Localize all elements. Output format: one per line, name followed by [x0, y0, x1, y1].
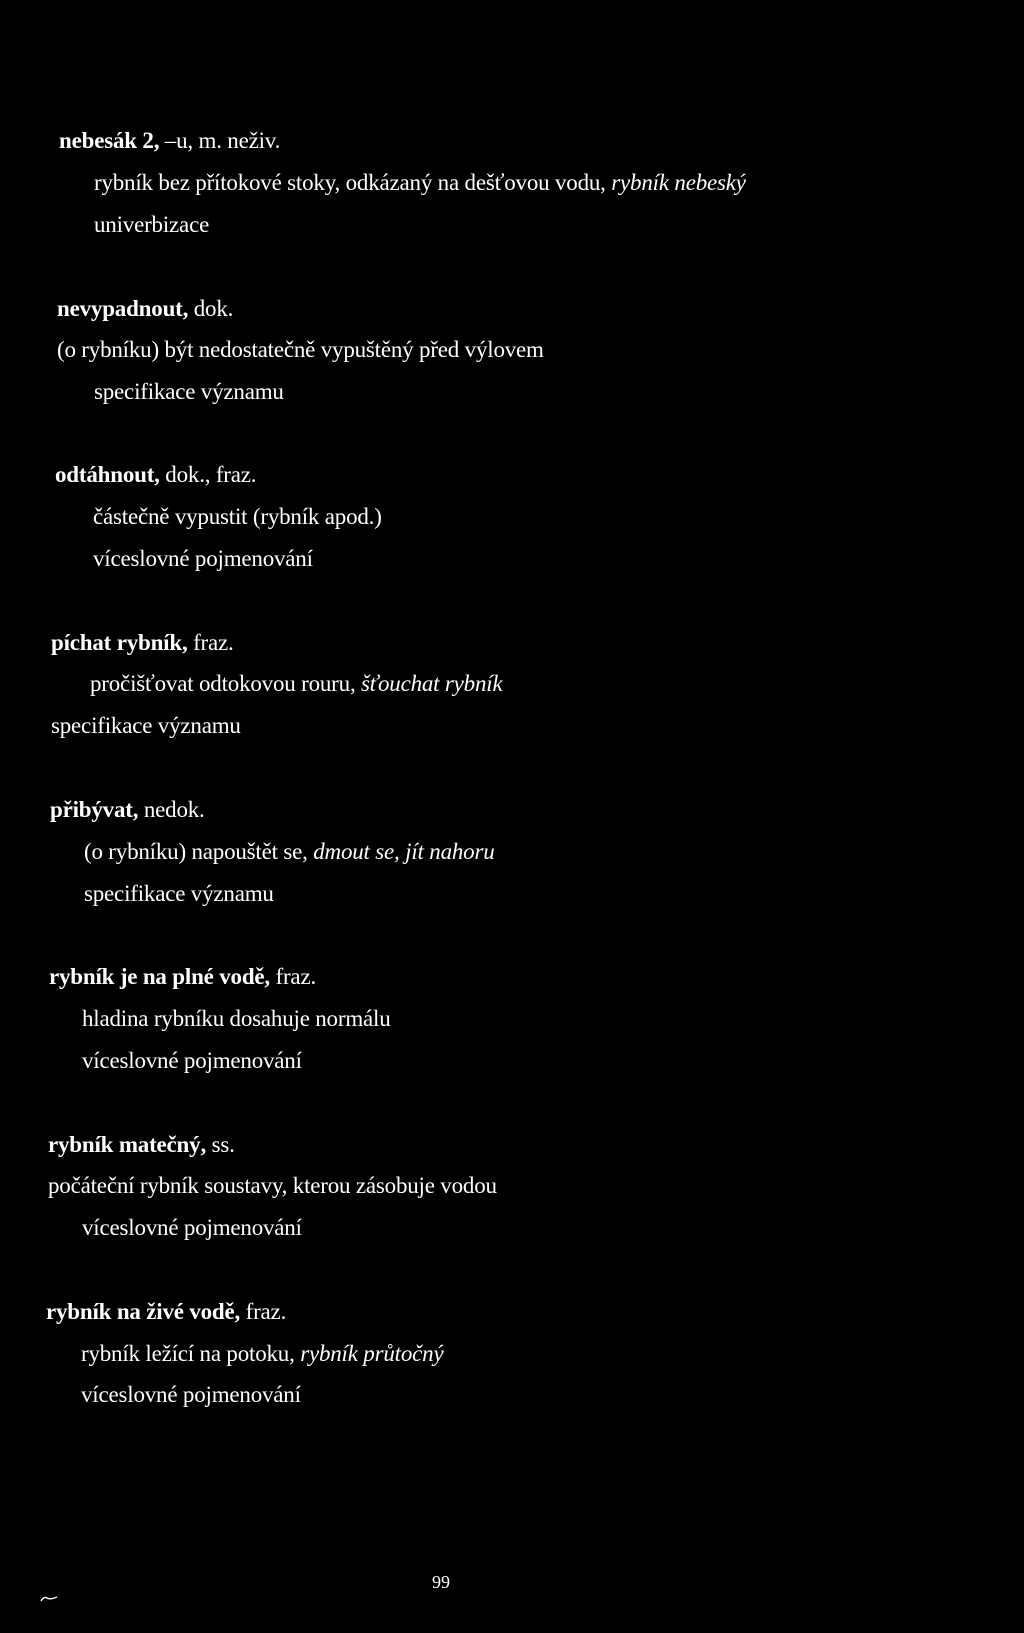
headword: píchat rybník, [51, 630, 188, 655]
grammar-info: dok., fraz. [159, 462, 257, 487]
entry-definition [94, 169, 746, 197]
definition-text: pročišťovat odtokovou rouru, [90, 671, 362, 696]
grammar-info: nedok. [138, 797, 205, 822]
grammar-info: fraz. [187, 630, 234, 655]
entry-definition [82, 1005, 391, 1033]
headword: rybník je na plné vodě, [49, 964, 270, 989]
entry-category: víceslovné pojmenování [82, 1048, 302, 1073]
entry-headline [50, 796, 205, 824]
grammar-info: –u, m. neživ. [159, 128, 281, 153]
definition-text: počáteční rybník soustavy, kterou zásobuje vodou [48, 1173, 497, 1198]
headword: nebesák 2, [59, 128, 160, 153]
definition-text: částečně vypustit (rybník apod.) [93, 504, 382, 529]
entry-headline [51, 629, 234, 657]
grammar-info: ss. [206, 1132, 235, 1157]
entry-category: univerbizace [94, 212, 210, 237]
entry-headline [57, 295, 233, 323]
page-number: 99 [432, 1572, 450, 1592]
headword: odtáhnout, [55, 462, 160, 487]
definition-italic: dmout se, jít nahoru [313, 839, 495, 864]
entry-definition [48, 1172, 497, 1200]
definition-text: hladina rybníku dosahuje normálu [82, 1006, 391, 1031]
entry-definition [84, 838, 495, 866]
grammar-info: fraz. [240, 1299, 287, 1324]
entry-headline [49, 963, 316, 991]
entry-category: specifikace významu [51, 713, 241, 738]
headword: rybník na živé vodě, [46, 1299, 241, 1324]
entry-category: víceslovné pojmenování [93, 546, 313, 571]
entry-definition [81, 1340, 443, 1368]
definition-text: rybník ležící na potoku, [81, 1341, 301, 1366]
entry-definition [90, 670, 502, 698]
headword: rybník matečný, [48, 1132, 207, 1157]
scan-mark-icon [40, 1593, 58, 1603]
definition-italic: rybník nebeský [611, 170, 746, 195]
entry-category: víceslovné pojmenování [81, 1382, 301, 1407]
definition-text: (o rybníku) napouštět se, [84, 839, 314, 864]
definition-italic: šťouchat rybník [361, 671, 503, 696]
entry-headline [55, 461, 256, 489]
entry-category: specifikace významu [84, 881, 274, 906]
entry-headline [46, 1298, 286, 1326]
definition-text: rybník bez přítokové stoky, odkázaný na dešťovou vodu, [94, 170, 612, 195]
headword: přibývat, [50, 797, 139, 822]
entry-definition [57, 336, 544, 364]
entry-definition [93, 503, 382, 531]
entry-category: specifikace významu [94, 379, 284, 404]
grammar-info: dok. [188, 296, 234, 321]
headword: nevypadnout, [57, 296, 189, 321]
entry-headline [48, 1131, 235, 1159]
definition-italic: rybník průtočný [300, 1341, 444, 1366]
grammar-info: fraz. [269, 964, 317, 989]
entry-category: víceslovné pojmenování [82, 1215, 302, 1240]
definition-text: (o rybníku) být nedostatečně vypuštěný před výlovem [57, 337, 544, 362]
entry-headline [59, 127, 280, 155]
